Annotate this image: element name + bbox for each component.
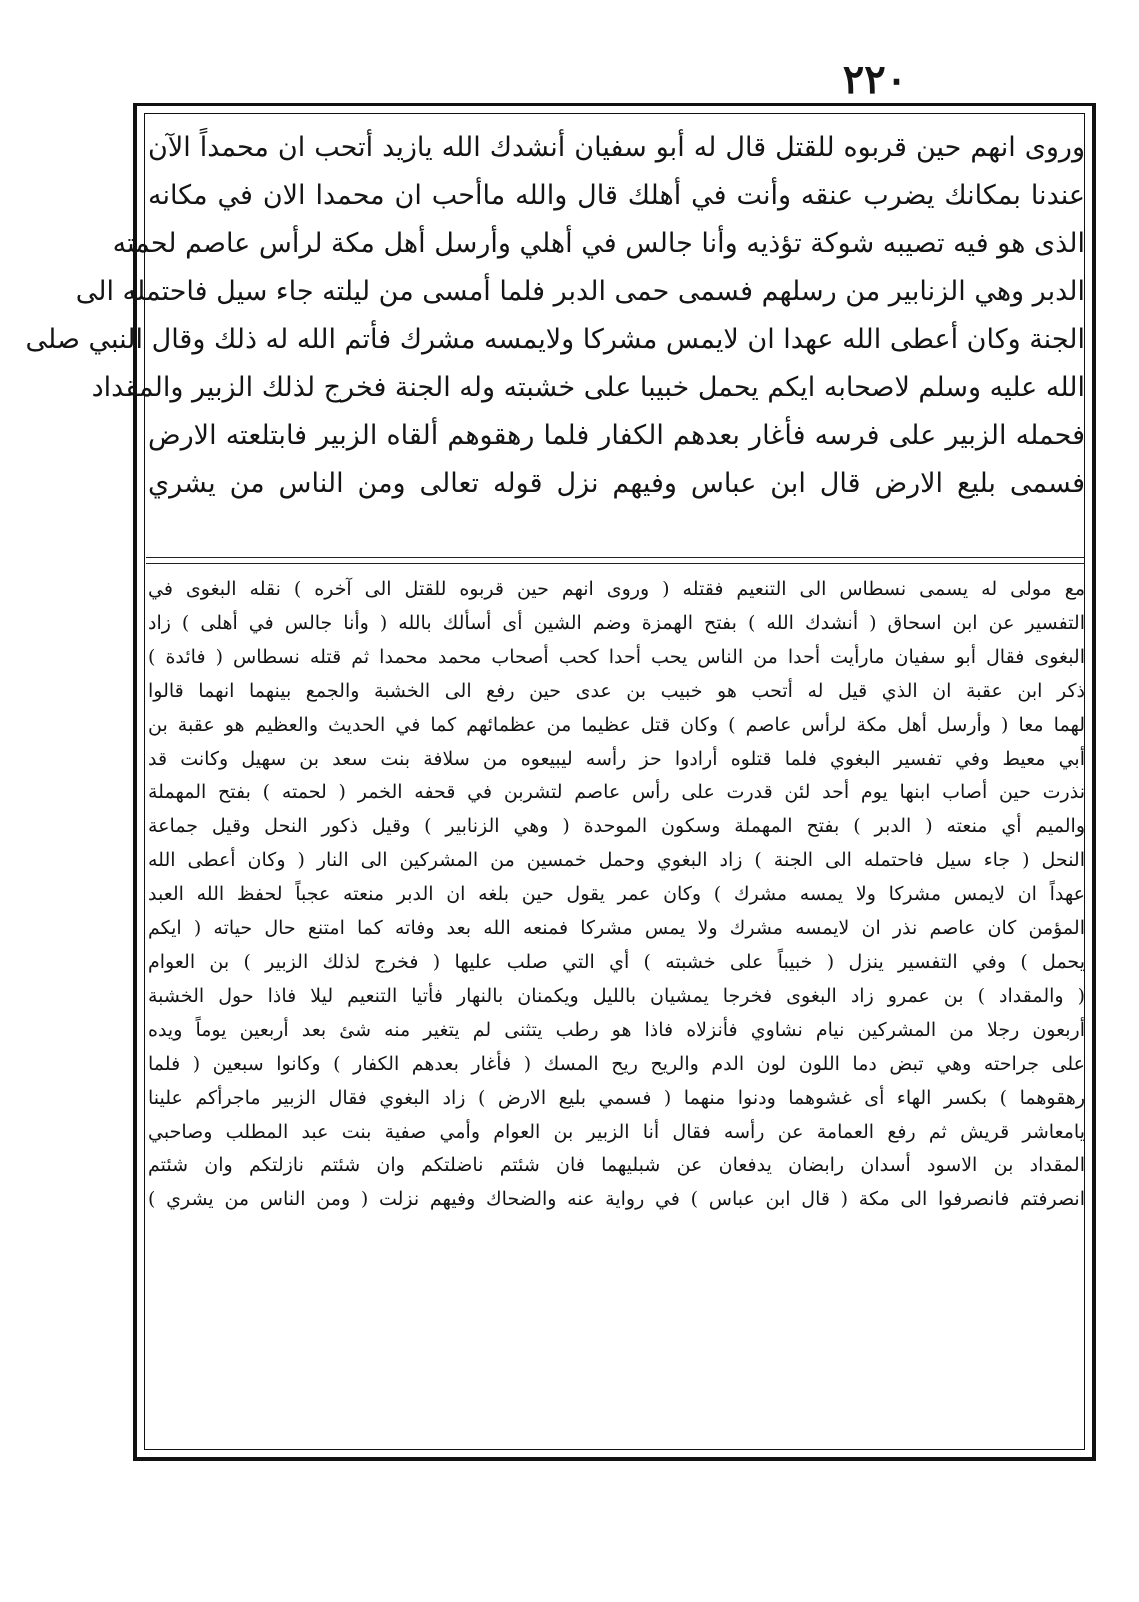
commentary-line: انصرفتم فانصرفوا الى مكة ( قال ابن عباس ) في رواية عنه والضحاك وفيهم نزلت ( ومن الناس من يشري ): [148, 1188, 1085, 1211]
section-divider: [146, 557, 1085, 558]
commentary-line: المقداد بن الاسود أسدان رابضان يدفعان عن شبليهما فان شئتم ناضلتكم وان شئتم نازلتكم وان شئتم: [148, 1154, 1085, 1177]
commentary-line: أربعون رجلا من المشركين نيام نشاوي فأنزلاه فاذا هو رطب يتثنى لم يتغير منه شئ بعد أربعين يوماً ويده: [148, 1018, 1085, 1041]
commentary-line: المؤمن كان عاصم نذر ان لايمسه مشرك ولا يمس مشركا فمنعه الله بعد وفاته كما امتنع حال حياته ( ايكم: [148, 917, 1085, 940]
commentary-line: على جراحته وهي تبض دما اللون لون الدم والريح ريح المسك ( فأغار بعدهم الكفار ) وكانوا سبعين ( فلما: [148, 1052, 1085, 1075]
commentary-line: رهقوهما ) بكسر الهاء أى غشوهما ودنوا منهما ( فسمي بليع الارض ) زاد البغوي فقال الزبير ماجرأكم علينا: [148, 1086, 1085, 1109]
main-text-line: الجنة وكان أعطى الله عهدا ان لايمس مشركا ولايمسه مشرك فأتم الله له ذلك وقال النبي صلى: [25, 324, 1085, 355]
commentary-line: ( والمقداد ) بن عمرو زاد البغوى فخرجا يمشيان بالليل ويكمنان بالنهار فأتيا التنعيم ليلا فاذا حول الخشبة: [148, 984, 1085, 1007]
main-text-line: الذى هو فيه تصيبه شوكة تؤذيه وأنا جالس في أهلي وأرسل أهل مكة لرأس عاصم لحمته: [112, 228, 1085, 259]
commentary-line: عهداً ان لايمس مشركا ولا يمسه مشرك ) وكان عمر يقول حين بلغه ان الدبر منعته عجباً لحفظ الله العبد: [148, 883, 1085, 906]
main-text-block: [25, 124, 1085, 508]
commentary-line: ذكر ابن عقبة ان الذي قيل له أتحب هو خبيب بن عدى حين رفع الى الخشبة والجمع بينهما انهما قالوا: [148, 679, 1085, 702]
main-text-line: الله عليه وسلم لاصحابه ايكم يحمل خبيبا على خشبته وله الجنة فخرج لذلك الزبير والمقداد: [91, 372, 1085, 403]
section-divider: [146, 563, 1085, 564]
commentary-line: التفسير عن ابن اسحاق ( أنشدك الله ) بفتح الهمزة وضم الشين أى أسألك بالله ( وأنا جالس في أهلى ) زاد: [148, 611, 1085, 634]
commentary-line: البغوى فقال أبو سفيان مارأيت أحدا من الناس يحب أحدا كحب أصحاب محمد محمدا ثم قتله نسطاس ( فائدة ): [148, 645, 1085, 668]
commentary-line: نذرت حين أصاب ابنها يوم أحد لئن قدرت على رأس عاصم لتشربن في قحفه الخمر ( لحمته ) بفتح المهملة: [148, 781, 1085, 804]
main-text-line: الدبر وهي الزنابير من رسلهم فسمى حمى الدبر فلما أمسى من ليلته جاء سيل فاحتمله الى: [75, 276, 1085, 307]
main-text-line: عندنا بمكانك يضرب عنقه وأنت في أهلك قال والله ماأحب ان محمدا الان في مكانه: [148, 180, 1085, 211]
main-text-line: فسمى بليع الارض قال ابن عباس وفيهم نزل قوله تعالى ومن الناس من يشري: [148, 468, 1085, 499]
commentary-line: مع مولى له يسمى نسطاس الى التنعيم فقتله ( وروى انهم حين قربوه للقتل الى آخره ) نقله البغوى في: [148, 578, 1085, 600]
main-text-line: وروى انهم حين قربوه للقتل قال له أبو سفيان أنشدك الله يازيد أتحب ان محمداً الآن: [148, 132, 1085, 163]
commentary-line: والميم أي منعته ( الدبر ) بفتح المهملة وسكون الموحدة ( وهي الزنابير ) وقيل ذكور النحل وقيل جماعة: [148, 815, 1085, 838]
commentary-block: [148, 573, 1085, 1217]
main-text-line: فحمله الزبير على فرسه فأغار بعدهم الكفار فلما رهقوهم ألقاه الزبير فابتلعته الارض: [148, 420, 1085, 451]
page-number: ٢٢٠: [842, 56, 908, 103]
commentary-line: يامعاشر قريش ثم رفع العمامة عن رأسه فقال أنا الزبير بن العوام وأمي صفية بنت عبد المطلب وصاحبي: [148, 1120, 1085, 1143]
commentary-line: لهما معا ( وأرسل أهل مكة لرأس عاصم ) وكان قتل عظيما من عظمائهم كما في الحديث والعظيم هو عقبة بن: [148, 713, 1085, 736]
commentary-line: أبي معيط وفي تفسير البغوي فلما قتلوه أرادوا حز رأسه ليبيعوه من سلافة بنت سعد بن سهيل وكانت قد: [148, 747, 1085, 770]
commentary-line: يحمل ) وفي التفسير ينزل ( خبيباً على خشبته ) أي التي صلب عليها ( فخرج لذلك الزبير ) بن العوام: [148, 950, 1085, 973]
commentary-line: النحل ( جاء سيل فاحتمله الى الجنة ) زاد البغوي وحمل خمسين من المشركين الى النار ( وكان أعطى الله: [148, 849, 1085, 872]
